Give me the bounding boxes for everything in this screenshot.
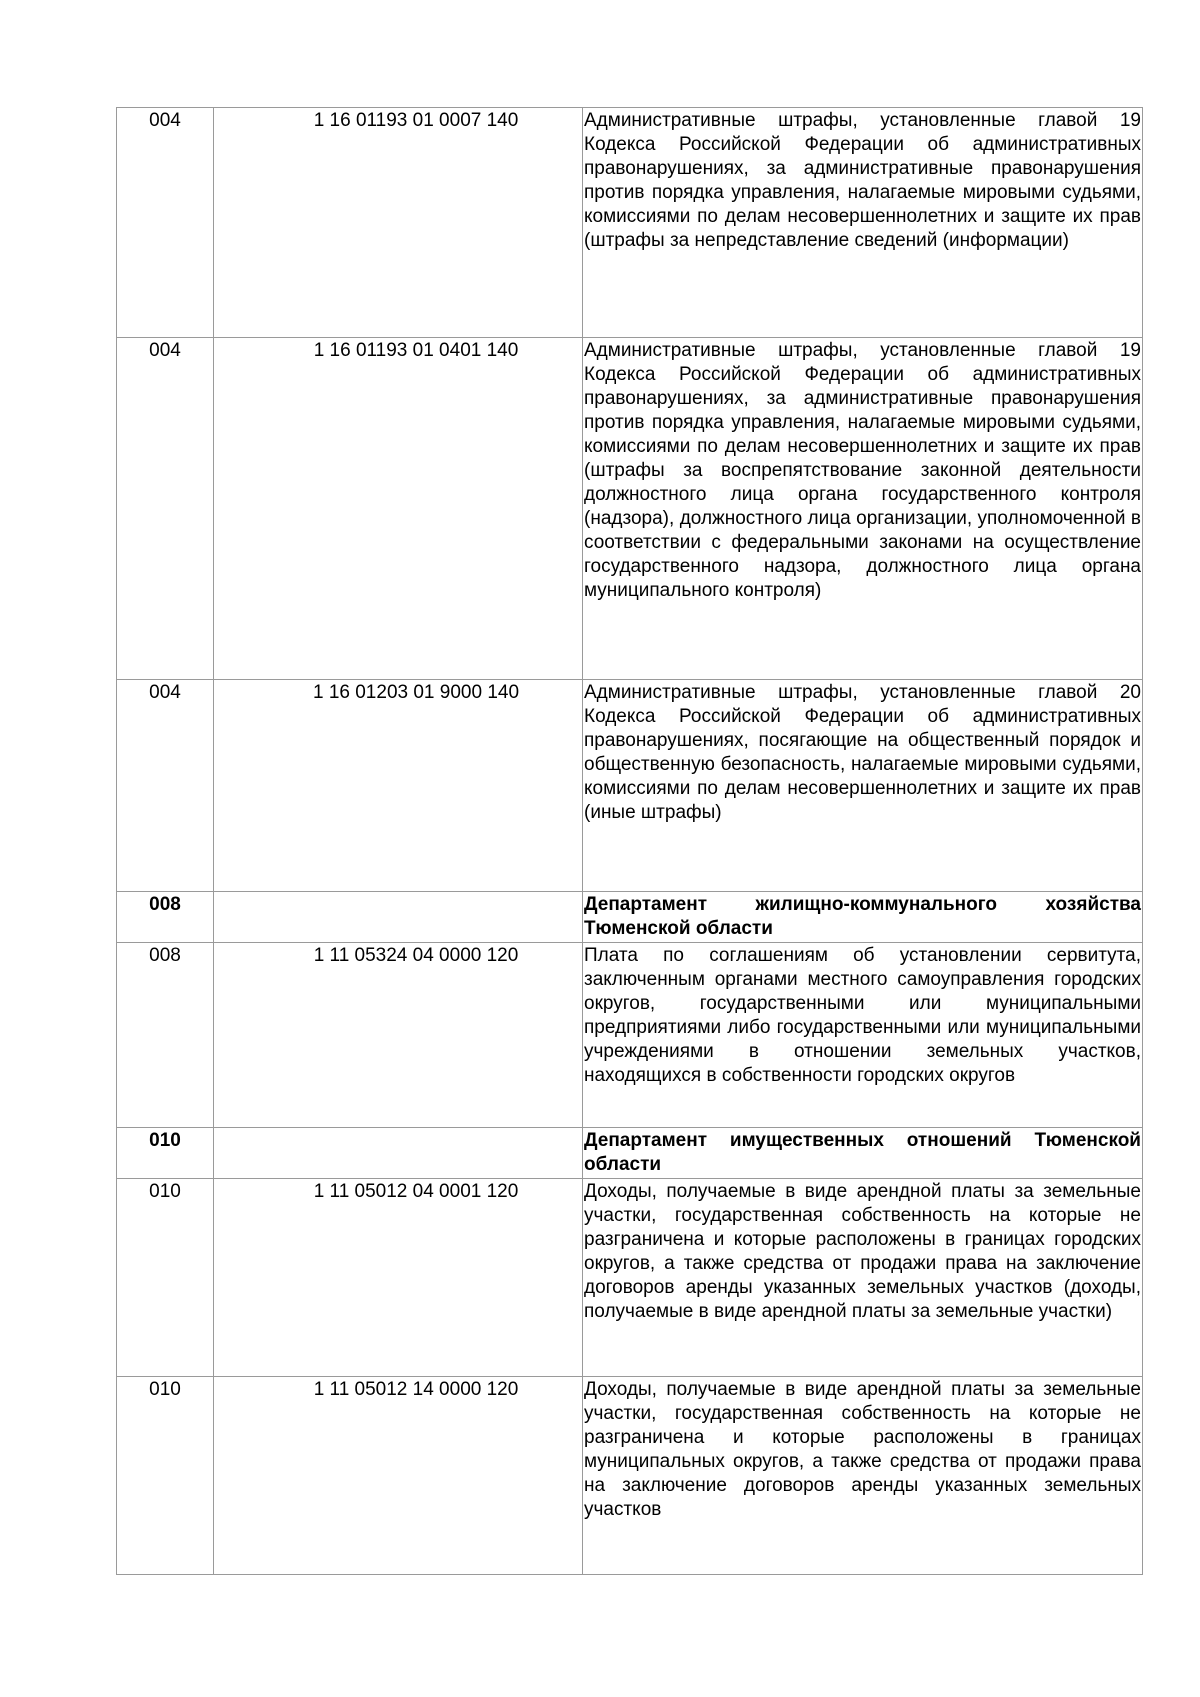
revenue-name-cell: Плата по соглашениям об установлении сервитута, заключенным органами местного самоуправления городских округов, государственными или муниципальными предприятиями либо государственными или муниципальными учреждениями в отношении земельных участков, находящихся в собственности городских округов: [583, 943, 1143, 1128]
budget-code-text: 1 11 05012 14 0000 120: [313, 1379, 519, 1400]
table-row-section-header: [117, 1128, 1143, 1179]
admin-code-cell: 010: [117, 1377, 214, 1575]
budget-code-text: 1 16 01193 01 0401 140: [313, 340, 519, 361]
budget-code-cell: [214, 338, 583, 680]
revenue-name-cell: Административные штрафы, установленные главой 19 Кодекса Российской Федерации об административных правонарушениях, за административные правонарушения против порядка управления, налагаемые мировыми судьями, комиссиями по делам несовершеннолетних и защите их прав (штрафы за воспрепятствование законной деятельности должностного лица органа государственного контроля (надзора), должностного лица организации, уполномоченной в соответствии с федеральными законами на осуществление государственного надзора, должностного лица органа муниципального контроля): [583, 338, 1143, 680]
department-name-cell: Департамент жилищно-коммунального хозяйства Тюменской области: [583, 892, 1143, 943]
budget-code-text: 1 11 05012 04 0001 120: [313, 1181, 519, 1202]
budget-code-cell: [214, 1179, 583, 1377]
budget-code-text: 1 16 01203 01 9000 140: [312, 682, 520, 703]
admin-code-cell: 004: [117, 108, 214, 338]
budget-code-cell: [214, 943, 583, 1128]
admin-code-cell: 004: [117, 338, 214, 680]
table-row: [117, 108, 1143, 338]
department-name-cell: Департамент имущественных отношений Тюменской области: [583, 1128, 1143, 1179]
budget-code-cell: [214, 1377, 583, 1575]
table-row: [117, 1377, 1143, 1575]
budget-code-cell: [214, 108, 583, 338]
table-row-section-header: [117, 892, 1143, 943]
budget-code-text: 1 11 05324 04 0000 120: [313, 945, 519, 966]
budget-code-cell: [214, 892, 583, 943]
admin-code-cell: 004: [117, 680, 214, 892]
table-row: [117, 943, 1143, 1128]
revenue-codes-table: [116, 107, 1143, 1575]
revenue-name-cell: Доходы, получаемые в виде арендной платы за земельные участки, государственная собственность на которые не разграничена и которые расположены в границах муниципальных округов, а также средства от продажи права на заключение договоров аренды указанных земельных участков: [583, 1377, 1143, 1575]
budget-code-cell: [214, 1128, 583, 1179]
revenue-name-cell: Доходы, получаемые в виде арендной платы за земельные участки, государственная собственность на которые не разграничена и которые расположены в границах городских округов, а также средства от продажи права на заключение договоров аренды указанных земельных участков (доходы, получаемые в виде арендной платы за земельные участки): [583, 1179, 1143, 1377]
admin-code-cell: 008: [117, 892, 214, 943]
admin-code-cell: 008: [117, 943, 214, 1128]
budget-code-cell: [214, 680, 583, 892]
table-row: [117, 1179, 1143, 1377]
revenue-name-cell: Административные штрафы, установленные главой 19 Кодекса Российской Федерации об административных правонарушениях, за административные правонарушения против порядка управления, налагаемые мировыми судьями, комиссиями по делам несовершеннолетних и защите их прав (штрафы за непредставление сведений (информации): [583, 108, 1143, 338]
budget-code-text: 1 16 01193 01 0007 140: [313, 110, 519, 131]
admin-code-cell: 010: [117, 1128, 214, 1179]
admin-code-cell: 010: [117, 1179, 214, 1377]
table-row: [117, 680, 1143, 892]
revenue-name-cell: Административные штрафы, установленные главой 20 Кодекса Российской Федерации об административных правонарушениях, посягающие на общественный порядок и общественную безопасность, налагаемые мировыми судьями, комиссиями по делам несовершеннолетних и защите их прав (иные штрафы): [583, 680, 1143, 892]
table-row: [117, 338, 1143, 680]
